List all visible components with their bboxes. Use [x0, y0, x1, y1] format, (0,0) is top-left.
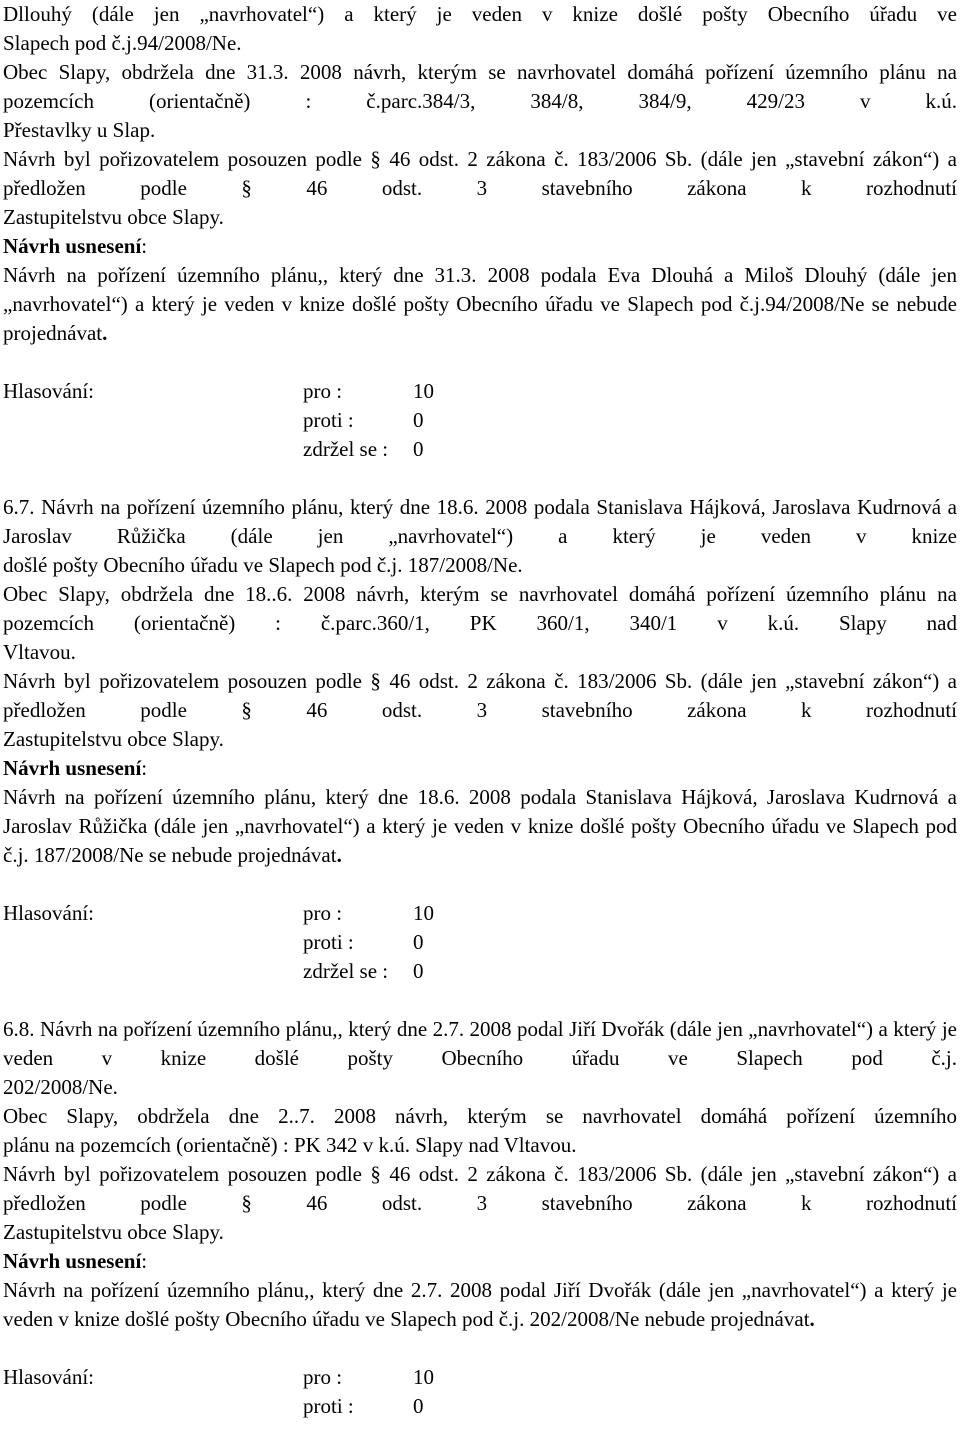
blank-line: [3, 348, 957, 377]
resolution-heading-colon: :: [141, 234, 148, 258]
paragraph-line: Zastupitelstvu obce Slapy.: [3, 727, 224, 751]
paragraph-line: 6.7. Návrh na pořízení územního plánu, který dne 18.6. 2008 podala Stanislava Hájková, Jaroslava Kudrnová a Jaroslav Růžička (dále jen „navrhovatel“) a který je veden v knize: [3, 495, 957, 548]
vote-results: [3, 899, 957, 986]
paragraph-line: Návrh byl pořizovatelem posouzen podle § 46 odst. 2 zákona č. 183/2006 Sb. (dále jen „stavební zákon“) a předložen podle § 46 odst. 3 stavebního zákona k rozhodnutí: [3, 147, 957, 200]
resolution-heading: [3, 232, 957, 261]
blank-line: [3, 986, 957, 1015]
paragraph-line: 202/2008/Ne.: [3, 1075, 118, 1099]
resolution-heading: [3, 1247, 957, 1276]
resolution-heading-label: Návrh usnesení: [3, 1249, 142, 1273]
vote-option: pro :: [303, 379, 343, 403]
vote-option: proti :: [303, 408, 354, 432]
blank-line: [3, 464, 957, 493]
resolution-heading-label: Návrh usnesení: [3, 756, 142, 780]
paragraph-line: Obec Slapy, obdržela dne 2..7. 2008 návrh, kterým se navrhovatel domáhá pořízení územního: [3, 1104, 957, 1128]
vote-option: pro :: [303, 901, 343, 925]
vote-results: [3, 1363, 957, 1421]
vote-label: Hlasování:: [3, 379, 94, 403]
paragraph-line: došlé pošty Obecního úřadu ve Slapech pod č.j. 187/2008/Ne.: [3, 553, 523, 577]
resolution-text: [3, 783, 957, 870]
vote-option: zdržel se :: [303, 437, 389, 461]
resolution-text: [3, 1276, 957, 1334]
paragraph-line: plánu na pozemcích (orientačně) : PK 342 v k.ú. Slapy nad Vltavou.: [3, 1133, 577, 1157]
paragraph-line: Přestavlky u Slap.: [3, 118, 156, 142]
paragraph-line: Obec Slapy, obdržela dne 31.3. 2008 návrh, kterým se navrhovatel domáhá pořízení územního plánu na pozemcích (orientačně) : č.parc.384/3, 384/8, 384/9, 429/23 v k.ú.: [3, 60, 957, 113]
paragraph-line: Slapech pod č.j.94/2008/Ne.: [3, 31, 242, 55]
vote-label: [3, 928, 303, 957]
paragraph-line: Vltavou.: [3, 640, 76, 664]
resolution-text: [3, 261, 957, 348]
resolution-heading-colon: :: [141, 1249, 148, 1273]
blank-line: [3, 1334, 957, 1363]
vote-count: 10: [413, 901, 434, 925]
resolution-body: Návrh na pořízení územního plánu, který dne 18.6. 2008 podala Stanislava Hájková, Jaroslava Kudrnová a Jaroslav Růžička (dále jen „navrhovatel“) a který je veden v knize došlé pošty Obecního úřadu ve Slapech pod č.j. 187/2008/Ne se nebude projednávat: [3, 785, 957, 867]
paragraph-line: Dllouhý (dále jen „navrhovatel“) a který je veden v knize došlé pošty Obecního úřadu ve: [3, 2, 957, 26]
paragraph-line: Obec Slapy, obdržela dne 18..6. 2008 návrh, kterým se navrhovatel domáhá pořízení územního plánu na pozemcích (orientačně) : č.parc.360/1, PK 360/1, 340/1 v k.ú. Slapy nad: [3, 582, 957, 635]
vote-count: 0: [413, 437, 424, 461]
resolution-body: Návrh na pořízení územního plánu,, který dne 31.3. 2008 podala Eva Dlouhá a Miloš Dlouhý (dále jen „navrhovatel“) a který je veden v knize došlé pošty Obecního úřadu ve Slapech pod č.j.94/2008/Ne se nebude projednávat: [3, 263, 957, 345]
resolution-period: .: [102, 321, 108, 345]
resolution-period: .: [336, 843, 342, 867]
vote-label: [3, 435, 303, 464]
vote-label: Hlasování:: [3, 901, 94, 925]
resolution-body: Návrh na pořízení územního plánu,, který dne 2.7. 2008 podal Jiří Dvořák (dále jen „navrhovatel“) a který je veden v knize došlé pošty Obecního úřadu ve Slapech pod č.j. 202/2008/Ne nebude projednávat: [3, 1278, 957, 1331]
resolution-heading-label: Návrh usnesení: [3, 234, 142, 258]
resolution-period: .: [809, 1307, 815, 1331]
vote-count: 0: [413, 1394, 424, 1418]
blank-line: [3, 870, 957, 899]
paragraph-line: Návrh byl pořizovatelem posouzen podle § 46 odst. 2 zákona č. 183/2006 Sb. (dále jen „stavební zákon“) a předložen podle § 46 odst. 3 stavebního zákona k rozhodnutí: [3, 1162, 957, 1215]
vote-label: Hlasování:: [3, 1365, 94, 1389]
resolution-heading: [3, 754, 957, 783]
vote-option: proti :: [303, 1394, 354, 1418]
vote-count: 0: [413, 408, 424, 432]
vote-count: 0: [413, 930, 424, 954]
vote-option: pro :: [303, 1365, 343, 1389]
vote-count: 10: [413, 379, 434, 403]
paragraph-line: Návrh byl pořizovatelem posouzen podle § 46 odst. 2 zákona č. 183/2006 Sb. (dále jen „stavební zákon“) a předložen podle § 46 odst. 3 stavebního zákona k rozhodnutí: [3, 669, 957, 722]
vote-option: zdržel se :: [303, 959, 389, 983]
vote-count: 10: [413, 1365, 434, 1389]
paragraph-line: 6.8. Návrh na pořízení územního plánu,, který dne 2.7. 2008 podal Jiří Dvořák (dále jen „navrhovatel“) a který je veden v knize došlé pošty Obecního úřadu ve Slapech pod č.j.: [3, 1017, 957, 1070]
vote-option: proti :: [303, 930, 354, 954]
vote-count: 0: [413, 959, 424, 983]
vote-results: [3, 377, 957, 464]
paragraph-line: Zastupitelstvu obce Slapy.: [3, 1220, 224, 1244]
vote-label: [3, 957, 303, 986]
vote-label: [3, 1392, 303, 1421]
paragraph-line: Zastupitelstvu obce Slapy.: [3, 205, 224, 229]
resolution-heading-colon: :: [141, 756, 148, 780]
vote-label: [3, 406, 303, 435]
